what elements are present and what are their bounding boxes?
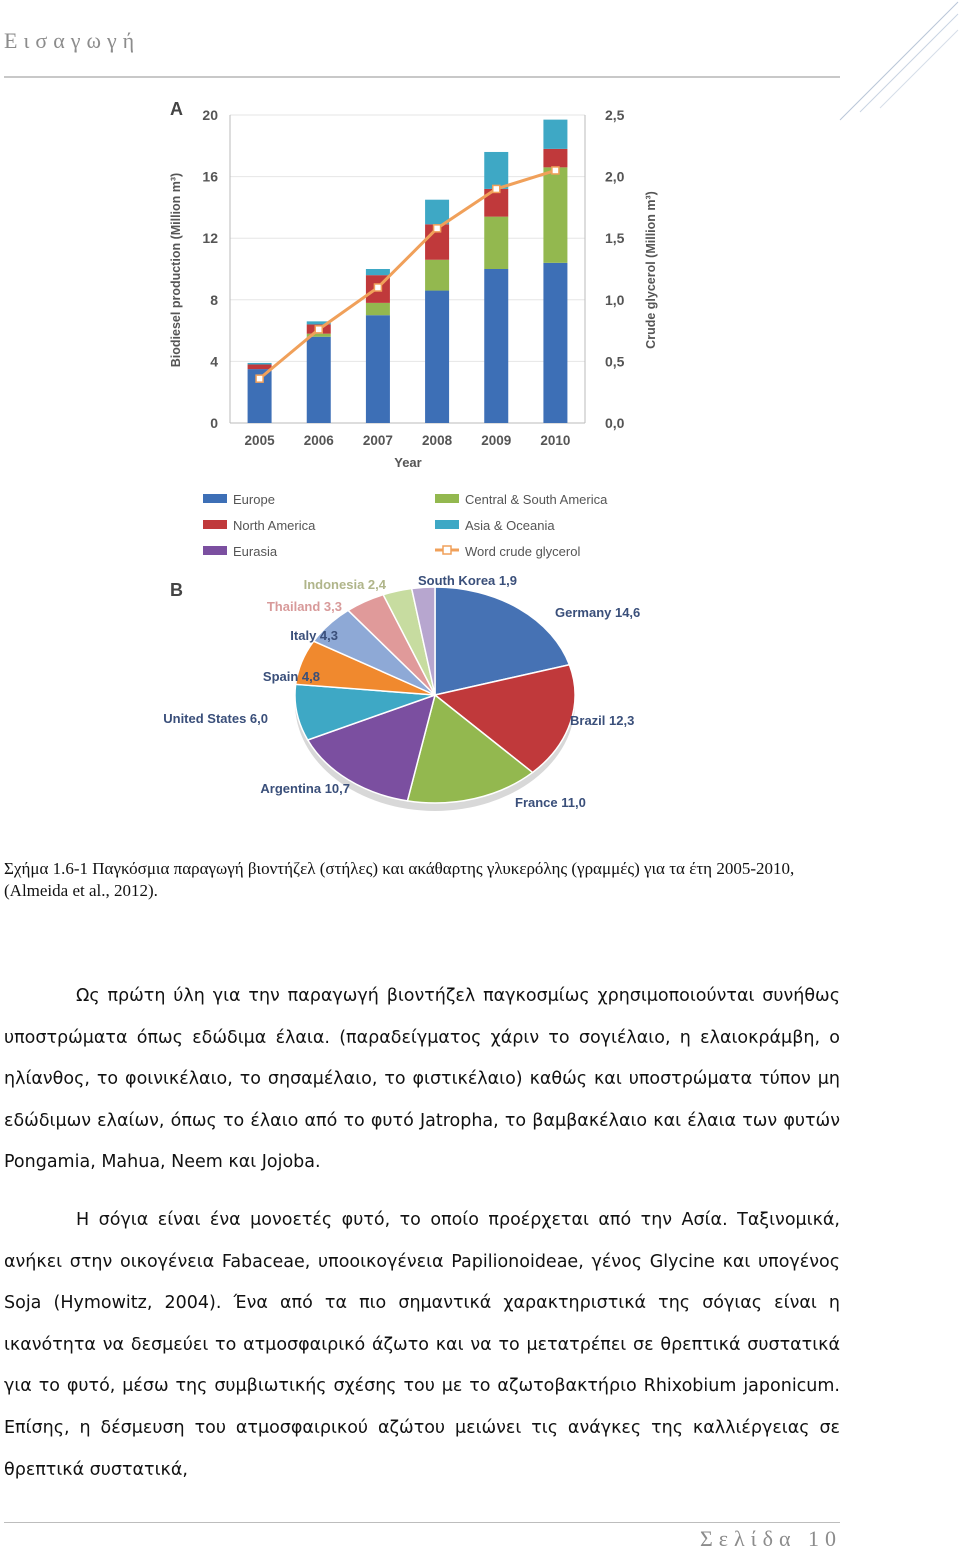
x-tick-label: 2006	[303, 433, 334, 448]
x-tick-label: 2008	[422, 433, 453, 448]
glycerol-point	[315, 326, 322, 333]
pie-label: France 11,0	[515, 795, 586, 810]
pie-label: Indonesia 2,4	[303, 577, 386, 592]
legend-item-central-south-america	[435, 492, 608, 507]
y2-tick-label: 2,0	[605, 168, 625, 185]
corner-decoration	[830, 0, 960, 125]
chart-a-legend	[195, 486, 715, 566]
pie-label: Brazil 12,3	[570, 713, 635, 728]
bar-segment	[484, 217, 508, 269]
bar-segment	[248, 364, 272, 369]
svg-text:Word crude glycerol: Word crude glycerol	[465, 544, 581, 559]
figure-caption: Σχήμα 1.6-1 Παγκόσμια παραγωγή βιοντήζελ (στήλες) και ακάθαρτης γλυκερόλης (γραμμές) για τα έτη 2005-2010, (Almeida et al., 2012).	[4, 859, 795, 900]
bar-segment	[425, 291, 449, 423]
chart-a-x-axis-title: Year	[394, 455, 422, 470]
legend-item-eurasia	[203, 544, 278, 559]
svg-text:North America: North America	[233, 518, 316, 533]
x-tick-label: 2005	[244, 433, 275, 448]
glycerol-point	[493, 185, 500, 192]
x-tick-label: 2007	[362, 433, 393, 448]
bar-segment	[543, 263, 567, 423]
bar-segment	[543, 167, 567, 262]
panel-b-label: B	[170, 580, 183, 600]
x-tick-label: 2010	[540, 433, 571, 448]
bar-segment	[307, 337, 331, 423]
chart-a-right-axis	[605, 107, 625, 431]
bar-segment	[248, 363, 272, 365]
chart-a-x-axis	[245, 433, 571, 448]
biodiesel-country-pie-chart	[160, 565, 720, 825]
chart-a-bars	[248, 120, 568, 423]
y-tick-label: 0	[210, 415, 218, 431]
pie-label: Germany 14,6	[555, 605, 641, 620]
bar-segment	[366, 269, 390, 275]
glycerol-point	[434, 225, 441, 232]
paragraph-2-text: Η σόγια είναι ένα μονοετές φυτό, το οποίο προέρχεται από την Ασία. Ταξινομικά, ανήκει στην οικογένεια Fabaceae, υποοικογένεια Papilionoideae, γένος Glycine και υπογένος Soja (Hymowitz, 2004). Ένα από τα πιο σημαντικά χαρακτηριστικά της σόγιας είναι η ικανότητα να δεσμεύει το ατμοσφαιρικό άζωτο και να το μετατρέπει σε θρεπτικά συστατικά για το φυτό, μέσω της συμβιωτικής σχέσης του με το αζωτοβακτήριο Rhixobium japonicum. Επίσης, η δέσμευση του ατμοσφαιρικού αζώτου μειώνει τις ανάγκες της καλλιέργειας σε θρεπτικά συστατικά,	[4, 1210, 840, 1480]
svg-text:Eurasia: Eurasia	[233, 544, 278, 559]
legend-item-word-crude-glycerol	[435, 544, 580, 559]
chart-a-y2-axis-title: Crude glycerol (Million m³)	[644, 191, 658, 349]
pie-label: South Korea 1,9	[418, 573, 517, 588]
chart-a-left-axis	[202, 107, 218, 431]
bar-segment	[425, 260, 449, 291]
bar-segment	[425, 200, 449, 225]
glycerol-point	[374, 284, 381, 291]
legend-item-north-america	[203, 518, 316, 533]
y2-tick-label: 2,5	[605, 107, 625, 123]
legend-item-europe	[203, 492, 275, 507]
bar-segment	[543, 149, 567, 167]
pie-label: Argentina 10,7	[260, 781, 350, 796]
page-number: Σελίδα 10	[699, 1526, 842, 1551]
panel-a-label: A	[170, 99, 183, 119]
x-tick-label: 2009	[481, 433, 512, 448]
chart-a-glycerol-line	[256, 167, 559, 382]
paragraph-1	[4, 976, 840, 1184]
pie-label: United States 6,0	[163, 711, 268, 726]
footer-divider	[4, 1522, 840, 1523]
bar-segment	[484, 269, 508, 423]
svg-text:Central & South America: Central & South America	[465, 492, 608, 507]
y-tick-label: 12	[202, 230, 218, 247]
pie-label: Italy 4,3	[290, 628, 338, 643]
y2-tick-label: 0,5	[605, 353, 625, 370]
y-tick-label: 8	[210, 291, 218, 308]
y2-tick-label: 0,0	[605, 415, 625, 431]
pie-slices	[295, 587, 575, 811]
y2-tick-label: 1,5	[605, 230, 625, 247]
bar-segment	[366, 315, 390, 423]
paragraph-2	[4, 1200, 840, 1491]
pie-label: Spain 4,8	[262, 669, 320, 684]
svg-text:Asia & Oceania: Asia & Oceania	[465, 518, 555, 533]
bar-segment	[543, 120, 567, 149]
y-tick-label: 16	[202, 168, 218, 185]
chart-a-y-axis-title: Biodiesel production (Million m³)	[169, 172, 183, 368]
chart-a-gridlines	[230, 115, 585, 423]
bar-segment	[366, 303, 390, 315]
biodiesel-production-chart	[160, 95, 680, 485]
header-divider	[4, 76, 840, 78]
glycerol-point	[256, 375, 263, 382]
y-tick-label: 20	[202, 107, 218, 123]
y2-tick-label: 1,0	[605, 291, 625, 308]
paragraph-1-text: Ως πρώτη ύλη για την παραγωγή βιοντήζελ παγκοσμίως χρησιμοποιούνται συνήθως υποστρώματα όπως εδώδιμα έλαια. (παραδείγματος χάριν το σογιέλαιο, η ελαιοκράμβη, ο ηλίανθος, το φοινικέλαιο, το σησαμέλαιο, το φιστικέλαιο) καθώς και υποστρώματα τύπον μη εδώδιμων ελαίων, όπως το έλαιο από το φυτό Jatropha, το βαμβακέλαιο και έλαια των φυτών Pongamia, Mahua, Neem και Jojoba.	[4, 986, 840, 1173]
y-tick-label: 4	[210, 353, 218, 370]
svg-text:Europe: Europe	[233, 492, 275, 507]
glycerol-point	[552, 167, 559, 174]
glycerol-line	[260, 170, 556, 378]
bar-segment	[484, 152, 508, 189]
pie-label: Thailand 3,3	[266, 599, 342, 614]
legend-item-asia-oceania	[435, 518, 555, 533]
page-header-title: Εισαγωγή	[4, 28, 141, 53]
